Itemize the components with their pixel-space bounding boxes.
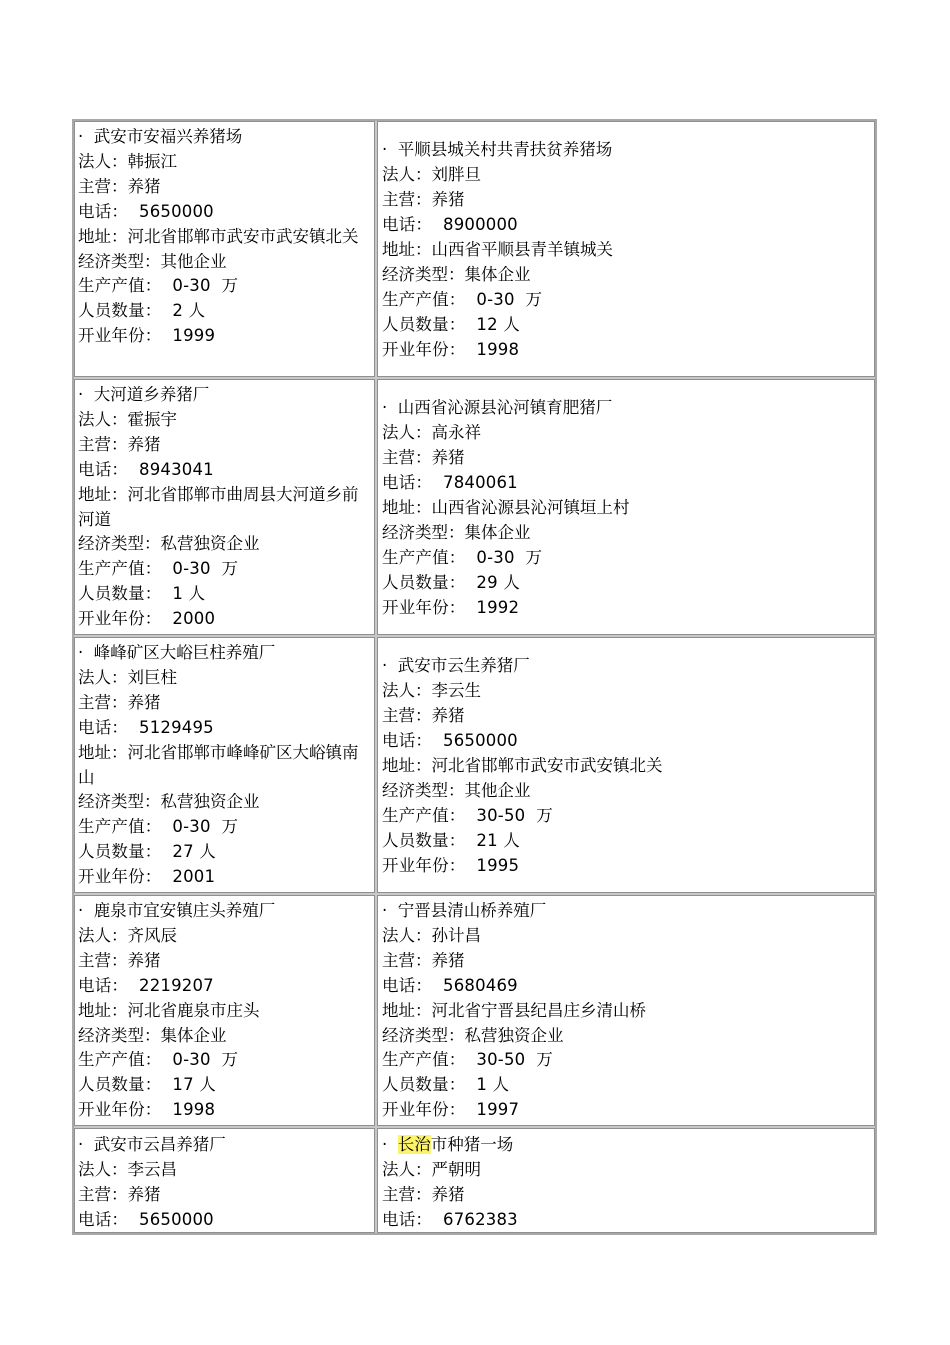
company-card-9 <box>74 1128 375 1233</box>
company-name: · 峰峰矿区大峪巨柱养殖厂 <box>78 643 276 662</box>
phone: 电话： 5650000 <box>78 201 214 221</box>
company-card-2 <box>377 121 875 377</box>
phone: 电话： 6762383 <box>382 1209 518 1229</box>
address: 地址：河北省邯郸市武安市武安镇北关 <box>382 756 663 776</box>
output-value: 生产产值： 0-30 万 <box>78 1050 239 1070</box>
address: 地址：河北省邯郸市峰峰矿区大峪镇南山 <box>78 742 359 787</box>
phone: 电话： 5129495 <box>78 717 214 737</box>
address: 地址：河北省宁晋县纪昌庄乡清山桥 <box>382 1000 646 1020</box>
legal-person: 法人：李云生 <box>382 681 481 701</box>
main-business: 主营：养猪 <box>382 950 465 970</box>
founding-year: 开业年份： 1998 <box>78 1100 216 1120</box>
company-card-6 <box>377 637 875 893</box>
output-value: 生产产值： 30-50 万 <box>382 1050 553 1070</box>
company-name: · 平顺县城关村共青扶贫养猪场 <box>382 140 613 160</box>
company-name: · 大河道乡养猪厂 <box>78 385 210 404</box>
phone: 电话： 8943041 <box>78 459 214 479</box>
company-card-7 <box>74 895 375 1126</box>
address: 地址：河北省邯郸市曲周县大河道乡前河道 <box>78 484 359 529</box>
main-business: 主营：养猪 <box>78 1184 161 1204</box>
legal-person: 法人：齐风辰 <box>78 925 177 945</box>
phone: 电话： 5680469 <box>382 975 518 995</box>
legal-person: 法人：孙计昌 <box>382 925 481 945</box>
company-name: · 武安市云昌养猪厂 <box>78 1135 226 1154</box>
output-value: 生产产值： 0-30 万 <box>382 547 543 567</box>
founding-year: 开业年份： 1998 <box>382 339 520 359</box>
main-business: 主营：养猪 <box>78 950 161 970</box>
company-card-8 <box>377 895 875 1126</box>
economic-type: 经济类型：集体企业 <box>78 1025 227 1045</box>
legal-person: 法人：刘胖旦 <box>382 165 481 185</box>
staff-count: 人员数量： 1 人 <box>382 1075 510 1095</box>
economic-type: 经济类型：私营独资企业 <box>382 1025 564 1045</box>
founding-year: 开业年份： 1997 <box>382 1100 520 1120</box>
legal-person: 法人：高永祥 <box>382 423 481 443</box>
staff-count: 人员数量： 29 人 <box>382 572 520 592</box>
staff-count: 人员数量： 1 人 <box>78 584 206 604</box>
economic-type: 经济类型：私营独资企业 <box>78 534 260 554</box>
company-card-1 <box>74 121 375 377</box>
legal-person: 法人：严朝明 <box>382 1159 481 1179</box>
company-name: · 鹿泉市宜安镇庄头养殖厂 <box>78 901 276 920</box>
output-value: 生产产值： 0-30 万 <box>382 289 543 309</box>
company-name-prefix: · <box>382 1135 398 1154</box>
staff-count: 人员数量： 12 人 <box>382 314 520 334</box>
company-name <box>382 1133 872 1158</box>
main-business: 主营：养猪 <box>382 190 465 210</box>
staff-count: 人员数量： 21 人 <box>382 830 520 850</box>
economic-type: 经济类型：私营独资企业 <box>78 792 260 812</box>
economic-type: 经济类型：其他企业 <box>78 251 227 271</box>
legal-person: 法人：霍振宇 <box>78 409 177 429</box>
main-business: 主营：养猪 <box>382 706 465 726</box>
main-business: 主营：养猪 <box>382 448 465 468</box>
legal-person: 法人：韩振江 <box>78 151 177 171</box>
phone: 电话： 5650000 <box>78 1209 214 1229</box>
address: 地址：山西省平顺县青羊镇城关 <box>382 240 613 260</box>
output-value: 生产产值： 0-30 万 <box>78 817 239 837</box>
economic-type: 经济类型：集体企业 <box>382 264 531 284</box>
staff-count: 人员数量： 17 人 <box>78 1075 216 1095</box>
main-business: 主营：养猪 <box>78 434 161 454</box>
phone: 电话： 5650000 <box>382 731 518 751</box>
legal-person: 法人：李云昌 <box>78 1159 177 1179</box>
economic-type: 经济类型：其他企业 <box>382 780 531 800</box>
founding-year: 开业年份： 2000 <box>78 609 216 629</box>
company-name: · 山西省沁源县沁河镇育肥猪厂 <box>382 398 613 418</box>
company-card-5 <box>74 637 375 893</box>
founding-year: 开业年份： 1992 <box>382 597 520 617</box>
staff-count: 人员数量： 2 人 <box>78 301 206 321</box>
company-card-4 <box>377 379 875 635</box>
phone: 电话： 7840061 <box>382 473 518 493</box>
output-value: 生产产值： 0-30 万 <box>78 276 239 296</box>
economic-type: 经济类型：集体企业 <box>382 522 531 542</box>
address: 地址：山西省沁源县沁河镇垣上村 <box>382 498 630 518</box>
founding-year: 开业年份： 1995 <box>382 855 520 875</box>
phone: 电话： 2219207 <box>78 975 214 995</box>
phone: 电话： 8900000 <box>382 215 518 235</box>
company-name: · 武安市云生养猪厂 <box>382 656 530 676</box>
founding-year: 开业年份： 2001 <box>78 867 216 887</box>
address: 地址：河北省邯郸市武安市武安镇北关 <box>78 226 359 246</box>
main-business: 主营：养猪 <box>78 692 161 712</box>
company-name: · 宁晋县清山桥养殖厂 <box>382 901 547 920</box>
company-name: · 武安市安福兴养猪场 <box>78 127 243 146</box>
company-card-3 <box>74 379 375 635</box>
founding-year: 开业年份： 1999 <box>78 326 216 346</box>
main-business: 主营：养猪 <box>382 1184 465 1204</box>
address: 地址：河北省鹿泉市庄头 <box>78 1000 260 1020</box>
legal-person: 法人：刘巨柱 <box>78 667 177 687</box>
company-card-10 <box>377 1128 875 1233</box>
main-business: 主营：养猪 <box>78 176 161 196</box>
output-value: 生产产值： 0-30 万 <box>78 559 239 579</box>
highlighted-text: 长治 <box>397 1135 431 1154</box>
staff-count: 人员数量： 27 人 <box>78 842 216 862</box>
company-directory-table <box>72 119 877 1235</box>
company-name-rest: 市种猪一场 <box>430 1135 514 1154</box>
output-value: 生产产值： 30-50 万 <box>382 805 553 825</box>
